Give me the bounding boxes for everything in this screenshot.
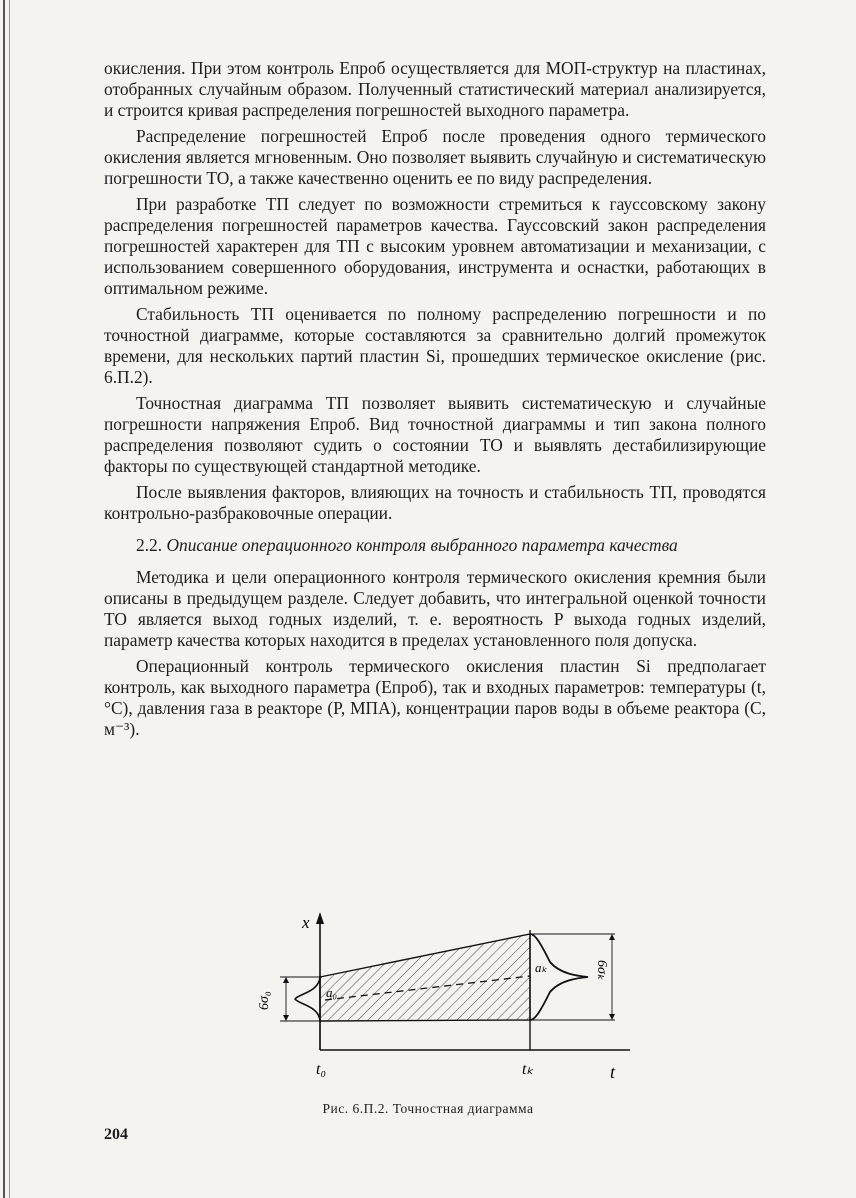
y-axis-arrow <box>316 912 324 924</box>
gaussian-t0 <box>295 976 320 1022</box>
hatched-region <box>320 934 530 1021</box>
section-title: Описание операционного контроля выбранного параметра качества <box>166 535 678 555</box>
t0-label: t₀ <box>316 1061 327 1078</box>
paragraph-1: окисления. При этом контроль Eпроб осуществляется для МОП-структур на пластинах, отобранных случайным образом. Полученный статистический материал анализируется, и строится кривая распределения погрешностей выходного параметра. <box>104 58 766 120</box>
sigma0-label: 6σ₀ <box>257 991 272 1010</box>
page-number: 204 <box>104 1126 128 1143</box>
sigmak-label: 6σₖ <box>594 960 609 980</box>
figure-caption: Рис. 6.П.2. Точностная диаграмма <box>322 1101 534 1116</box>
section-number: 2.2. <box>136 535 163 555</box>
paragraph-5: Точностная диаграмма ТП позволяет выявить систематическую и случайные погрешности напряжения Eпроб. Вид точностной диаграммы и тип закона полного распределения позволяют судить о состоянии ТО и выявлять дестабилизирующие факторы по существующей стандартной методике. <box>104 393 766 476</box>
paragraph-4: Стабильность ТП оценивается по полному распределению погрешности и по точностной диаграмме, которые составляются за сравнительно долгий промежуток времени, для нескольких партий пластин Si, прошедших термическое окисление (рис. 6.П.2). <box>104 304 766 387</box>
tk-label: tₖ <box>522 1061 534 1078</box>
page-edge-line <box>3 0 5 1198</box>
paragraph-7: Методика и цели операционного контроля термического окисления кремния были описаны в предыдущем разделе. Следует добавить, что интегральной оценкой точности ТО является выход годных изделий, т. е. вероятность P выхода годных изделий, параметр качества которых находится в пределах установленного поля допуска. <box>104 567 766 650</box>
section-heading <box>104 535 766 556</box>
page-edge-line-inner <box>9 0 10 1198</box>
x-axis-label: t <box>610 1062 616 1082</box>
paragraph-8: Операционный контроль термического окисления пластин Si предполагает контроль, как выходного параметра (Eпроб), так и входных параметров: температуры (t, °C), давления газа в реакторе (P, МПА), концентрации паров воды в объеме реактора (C, м⁻³). <box>104 656 766 739</box>
y-axis-label: x <box>302 913 310 932</box>
paragraph-3: При разработке ТП следует по возможности стремиться к гауссовскому закону распределения погрешностей параметров качества. Гауссовский закон распределения погрешностей характерен для ТП с высоким уровнем автоматизации и механизации, с использованием совершенного оборудования, инструмента и оснастки, работающих в оптимальном режиме. <box>104 194 766 298</box>
paragraph-6: После выявления факторов, влияющих на точность и стабильность ТП, проводятся контрольно-разбраковочные операции. <box>104 482 766 523</box>
gaussian-tk <box>530 934 588 1020</box>
ak-label: aₖ <box>535 960 548 975</box>
body-text <box>104 58 766 740</box>
precision-diagram <box>250 900 650 1095</box>
paragraph-2: Распределение погрешностей Eпроб после проведения одного термического окисления является мгновенным. Оно позволяет выявить случайную и систематическую погрешности ТО, а также качественно оценить ее по виду распределения. <box>104 126 766 188</box>
a0-label: a₀ <box>326 985 338 1000</box>
